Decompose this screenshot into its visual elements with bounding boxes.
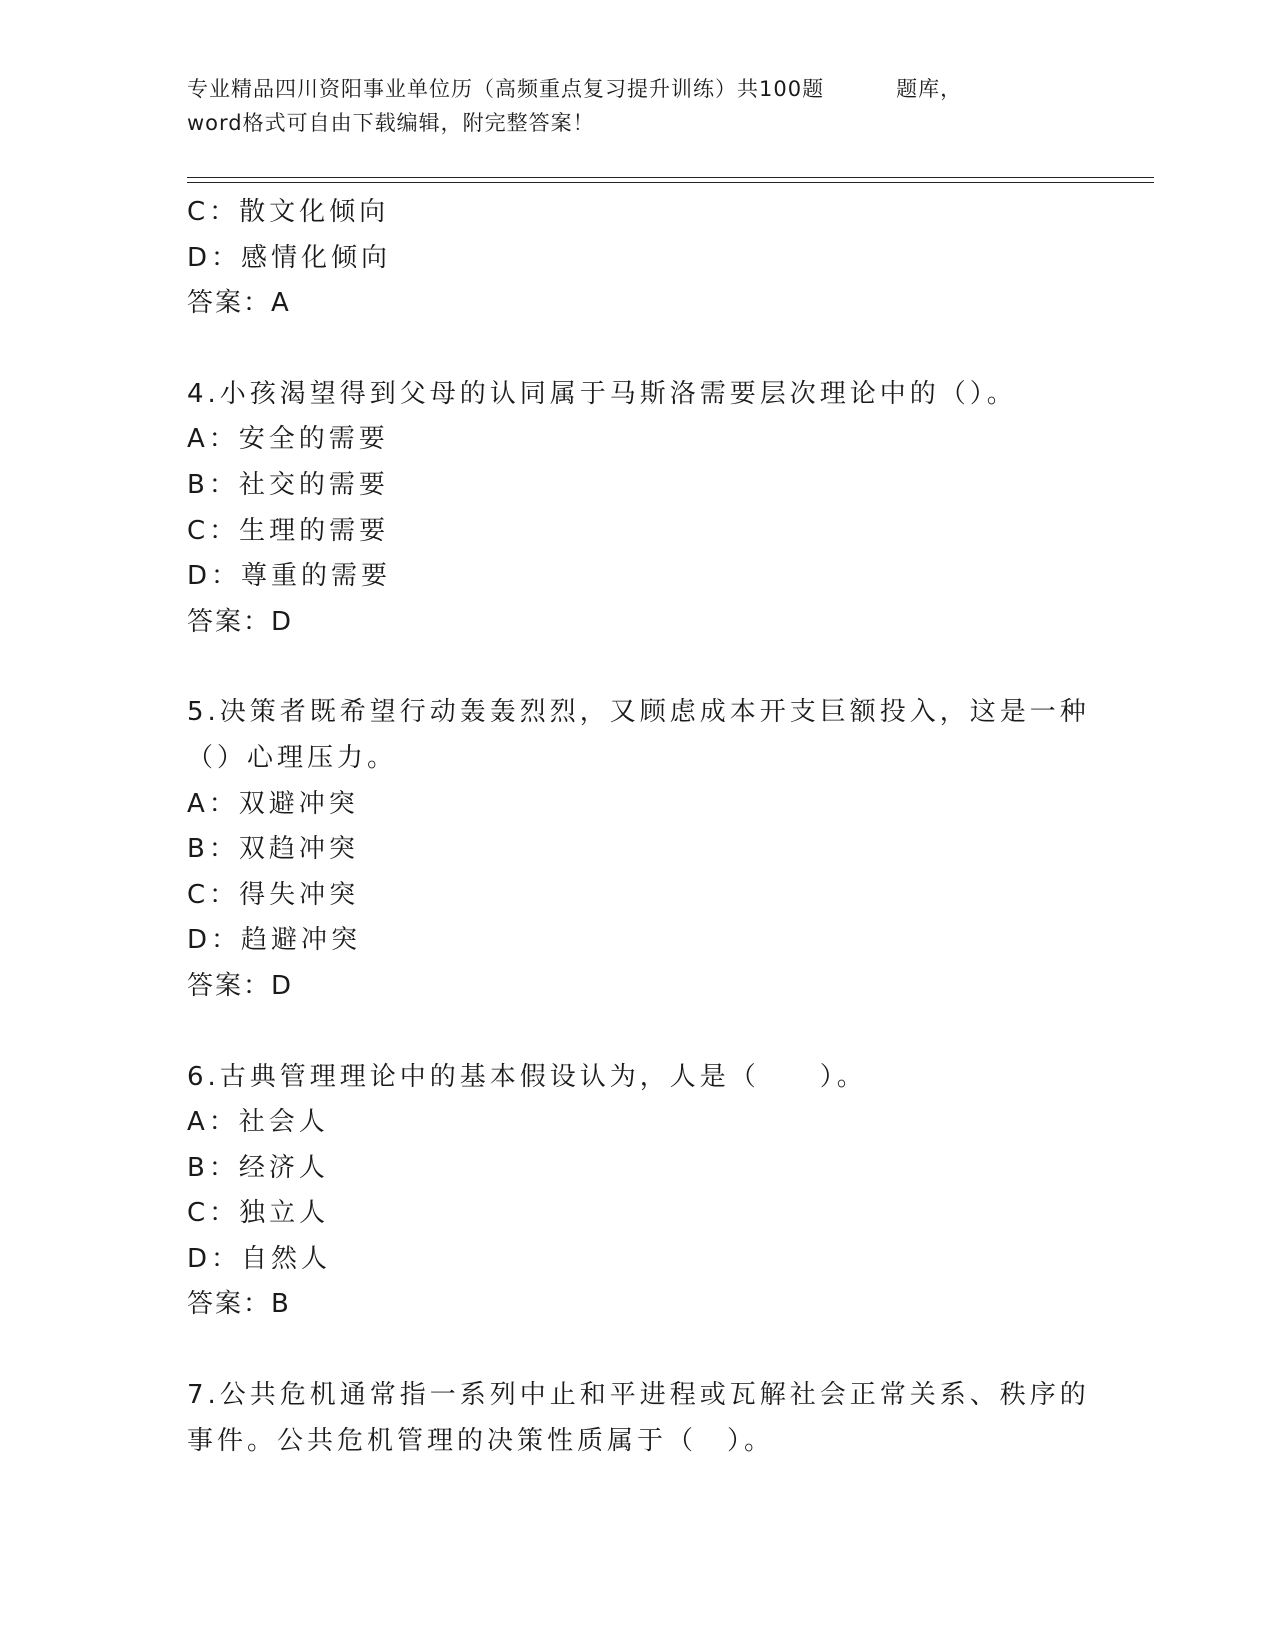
- option-b: B：双趋冲突: [187, 834, 359, 865]
- option-c: C：生理的需要: [187, 515, 390, 546]
- question-text: 6.古典管理理论中的基本假设认为，人是（ ）。: [187, 1061, 867, 1092]
- header-title-tail: 题库，: [896, 77, 963, 101]
- question-text: 5.决策者既希望行动轰轰烈烈，又顾虑成本开支巨额投入，这是一种: [187, 697, 1090, 728]
- option-a: A：安全的需要: [187, 424, 389, 455]
- question-text-cont: 事件。公共危机管理的决策性质属于（ ）。: [187, 1425, 775, 1456]
- question-4: [187, 372, 1087, 646]
- option-d: D：趋避冲突: [187, 925, 362, 956]
- option-c: C：散文化倾向: [187, 197, 390, 227]
- header-line-1: [187, 72, 1087, 106]
- answer: 答案：A: [187, 288, 291, 319]
- header-line-2: word格式可自由下载编辑，附完整答案！: [187, 111, 595, 135]
- option-c: C：独立人: [187, 1198, 330, 1229]
- question-text: 4.小孩渴望得到父母的认同属于马斯洛需要层次理论中的（）。: [187, 378, 1017, 409]
- header-divider: [187, 177, 1154, 183]
- option-d: D：感情化倾向: [187, 242, 392, 273]
- option-a: A：双避冲突: [187, 788, 359, 819]
- option-d: D：自然人: [187, 1243, 332, 1274]
- question-text: 7.公共危机通常指一系列中止和平进程或瓦解社会正常关系、秩序的: [187, 1380, 1090, 1411]
- document-body: [187, 190, 1090, 1464]
- answer: 答案：D: [187, 606, 294, 637]
- option-d: D：尊重的需要: [187, 561, 392, 592]
- answer: 答案：D: [187, 970, 294, 1001]
- option-b: B：经济人: [187, 1152, 329, 1183]
- question-6: [187, 1055, 1087, 1329]
- answer: 答案：B: [187, 1289, 291, 1320]
- page-header: [187, 72, 1087, 140]
- option-c: C：得失冲突: [187, 879, 360, 910]
- question-5: [187, 690, 1090, 1009]
- option-b: B：社交的需要: [187, 469, 389, 500]
- option-a: A：社会人: [187, 1107, 329, 1138]
- question-7: [187, 1373, 1090, 1464]
- header-title: 专业精品四川资阳事业单位历（高频重点复习提升训练）共100题: [187, 77, 825, 101]
- question-text-cont: （）心理压力。: [187, 742, 398, 773]
- question-3-continuation: [187, 190, 1087, 327]
